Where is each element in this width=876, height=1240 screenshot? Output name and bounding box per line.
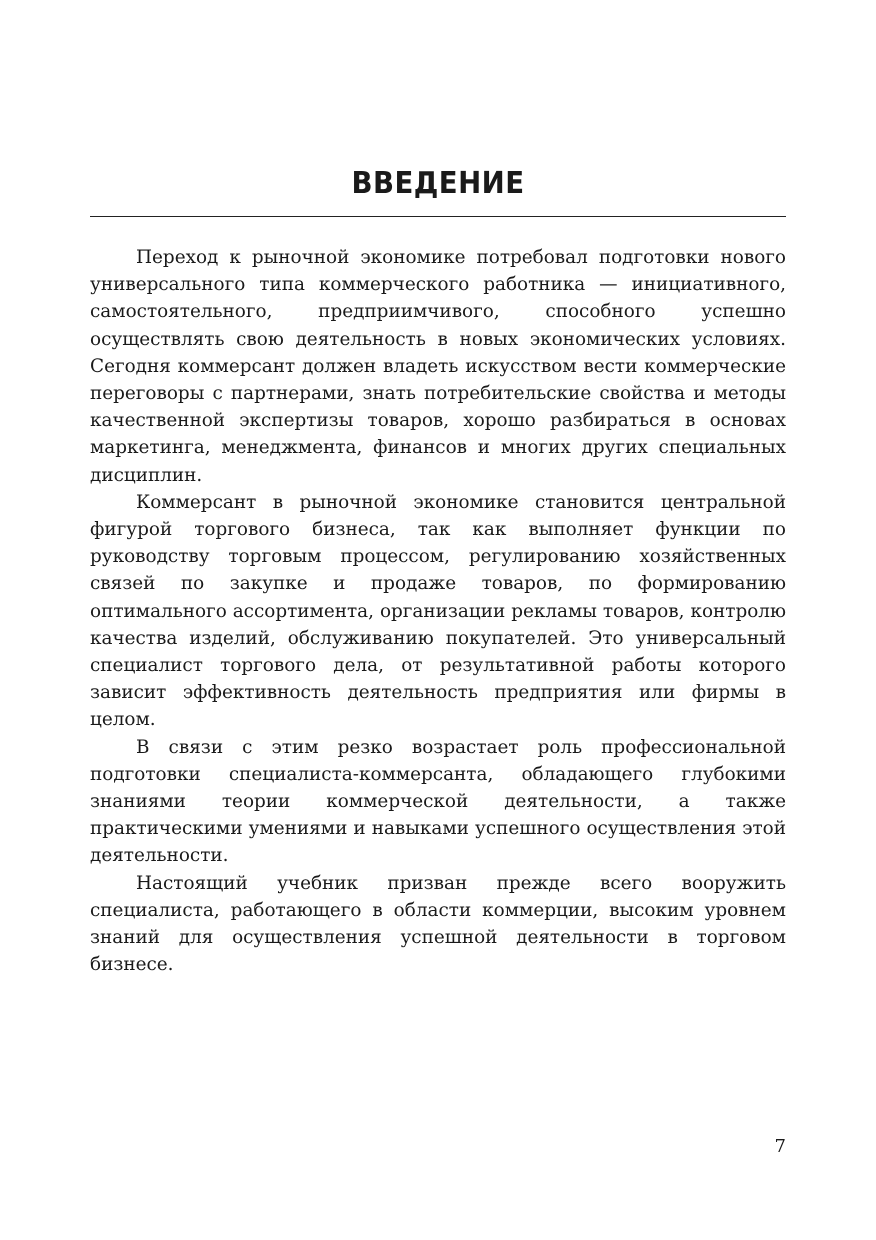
paragraph-2: Коммерсант в рыночной экономике становится центральной фигурой торгового бизнеса, так как выполняет функции по руководству торговым процессом, регулированию хозяйственных связей по закупке и продаже товаров, по формированию оптимального ассортимента, организации рекламы товаров, контролю качества изделий, обслуживанию покупателей. Это универсальный специалист торгового дела, от результативной работы которого зависит эффективность деятельность предприятия или фирмы в целом. — [90, 491, 786, 731]
page-number: 7 — [774, 1136, 786, 1157]
page-title: ВВЕДЕНИЕ — [351, 166, 525, 201]
paragraph-3: В связи с этим резко возрастает роль профессиональной подготовки специалиста-коммерсанта, обладающего глубокими знаниями теории коммерческой деятельности, а также практическими умениями и навыками успешного осуществления этой деятельности. — [90, 736, 786, 867]
paragraph-4: Настоящий учебник призван прежде всего вооружить специалиста, работающего в области коммерции, высоким уровнем знаний для осуществления успешной деятельности в торговом бизнесе. — [90, 872, 786, 976]
title-divider — [90, 216, 786, 217]
body-text — [90, 244, 786, 978]
paragraph-1: Переход к рыночной экономике потребовал подготовки нового универсального типа коммерческого работника — инициативного, самостоятельного, предприимчивого, способного успешно осуществлять свою деятельность в новых экономических условиях. Сегодня коммерсант должен владеть искусством вести коммерческие переговоры с партнерами, знать потребительские свойства и методы качественной экспертизы товаров, хорошо разбираться в основах маркетинга, менеджмента, финансов и многих других специальных дисциплин. — [90, 247, 786, 486]
